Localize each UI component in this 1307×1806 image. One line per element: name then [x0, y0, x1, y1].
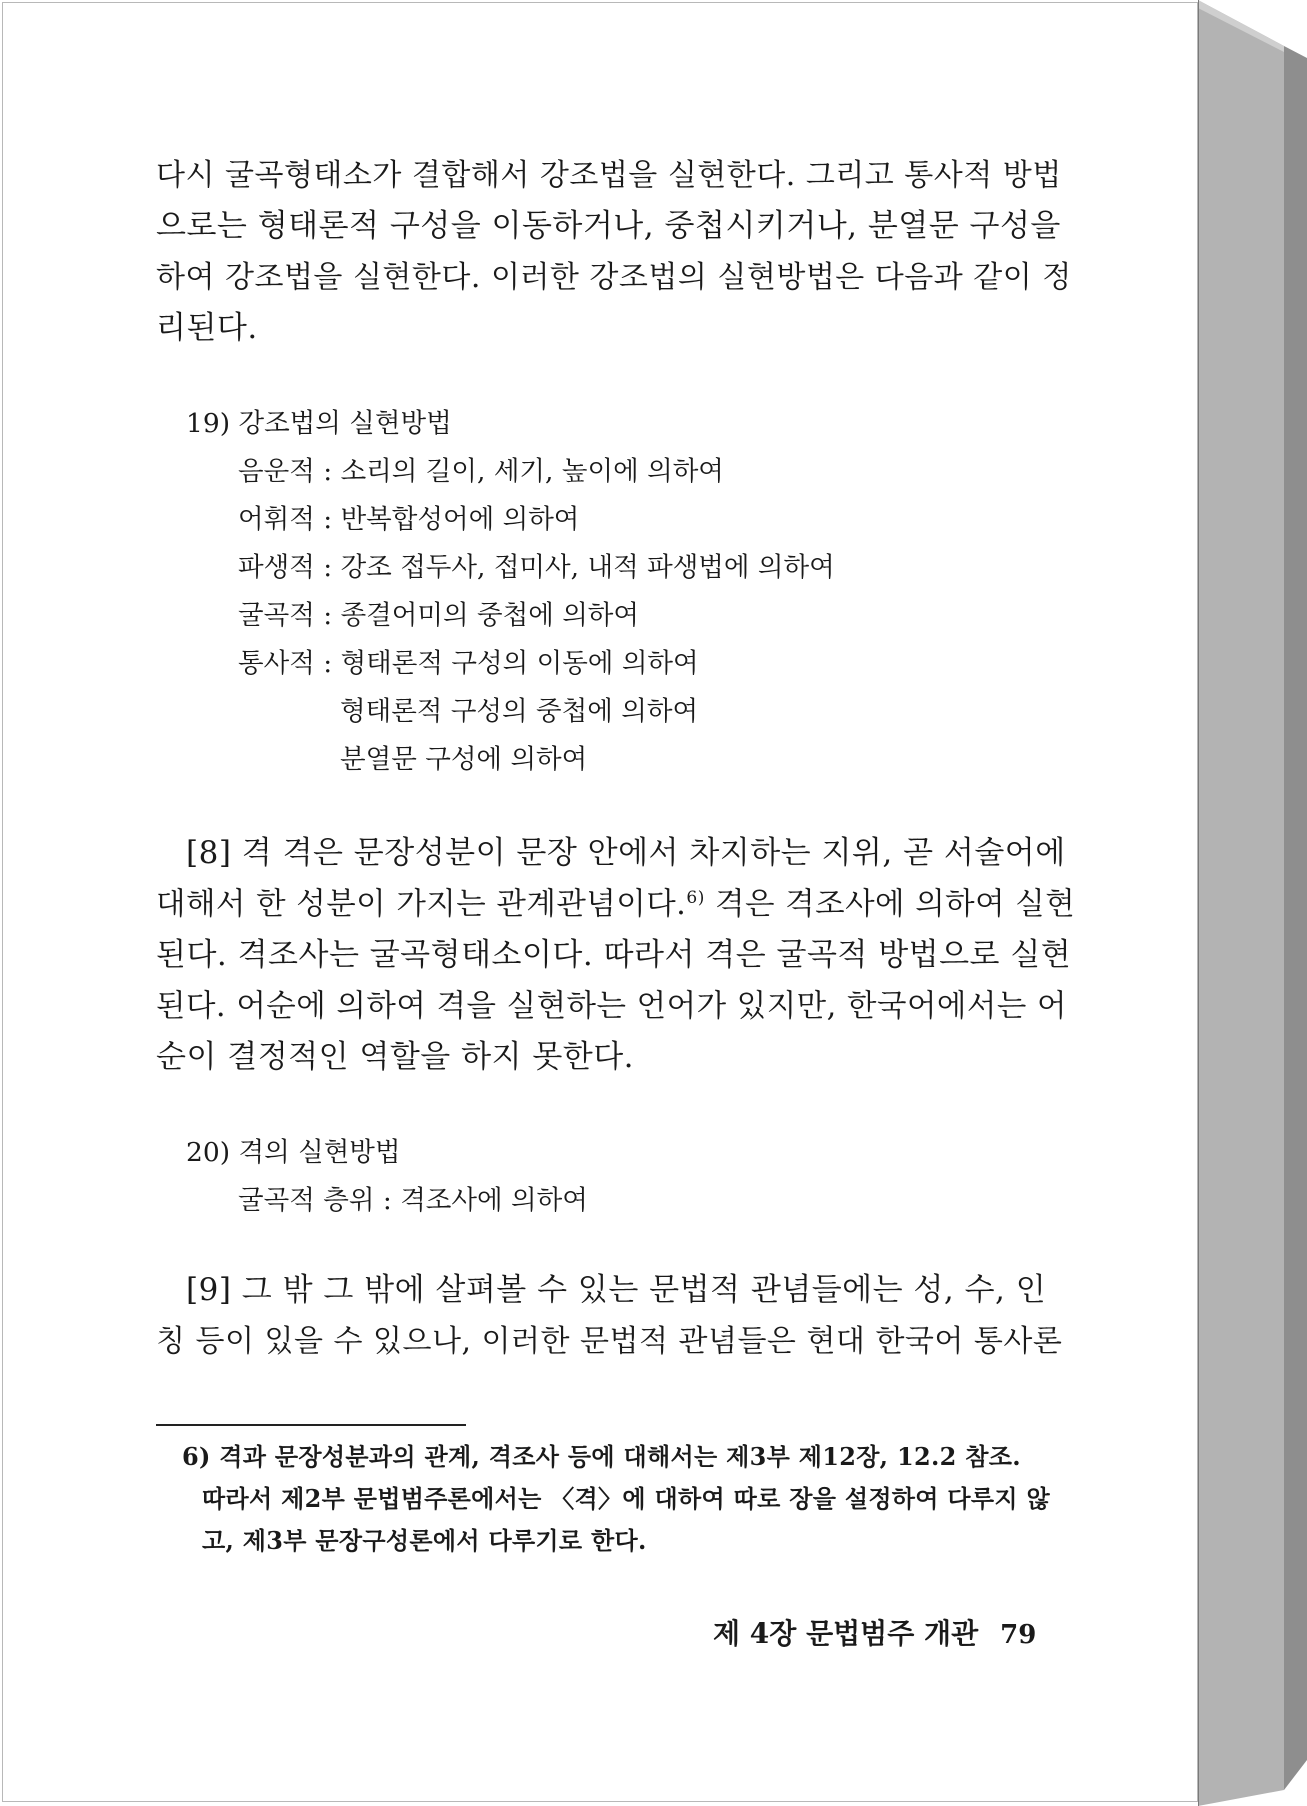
book-spine-shading [1198, 0, 1307, 1806]
example-list-19 [156, 400, 1076, 784]
intro-paragraph [156, 150, 1076, 354]
text-line [156, 1265, 1076, 1316]
running-footer [713, 1612, 1036, 1652]
section-9-first-line: [9] 그 밖 그 밖에 살펴볼 수 있는 문법적 관념들에는 성, 수, 인 [186, 1272, 1047, 1308]
footnote-divider [156, 1424, 466, 1426]
page-number: 79 [1000, 1620, 1037, 1650]
text-segment: 격은 격조사에 의하여 실현 [704, 887, 1076, 922]
text-line [156, 828, 1076, 879]
text-line: 칭 등이 있을 수 있으나, 이러한 문법적 관념들은 현대 한국어 통사론 [156, 1324, 1063, 1359]
chapter-title: 제 4장 문법범주 개관 [713, 1617, 979, 1650]
text-line: 하여 강조법을 실현한다. 이러한 강조법의 실현방법은 다음과 같이 정 [156, 260, 1072, 295]
footnote-line: 고, 제3부 문장구성론에서 다루기로 한다. [202, 1526, 647, 1555]
section-8-first-line: [8] 격 격은 문장성분이 문장 안에서 차지하는 지위, 곧 서술어에 [186, 835, 1066, 871]
text-line: 순이 결정적인 역할을 하지 못한다. [156, 1039, 635, 1075]
list-item: 파생적 : 강조 접두사, 접미사, 내적 파생법에 의하여 [238, 552, 835, 583]
list-title: 19) 강조법의 실현방법 [186, 408, 452, 439]
example-list-20 [156, 1129, 1076, 1225]
list-item: 음운적 : 소리의 길이, 세기, 높이에 의하여 [238, 456, 724, 487]
footnote-reference[interactable]: 6) [686, 887, 705, 908]
text-line [156, 879, 1076, 930]
text-line: 된다. 어순에 의하여 격을 실현하는 언어가 있지만, 한국어에서는 어 [156, 989, 1067, 1024]
footnote-line: 6) 격과 문장성분과의 관계, 격조사 등에 대해서는 제3부 제12장, 12.2 참조. [182, 1442, 1021, 1471]
text-line: 으로는 형태론적 구성을 이동하거나, 중첩시키거나, 분열문 구성을 [156, 208, 1061, 244]
page-body [156, 150, 1076, 1367]
list-item: 굴곡적 층위 : 격조사에 의하여 [238, 1185, 588, 1216]
text-line: 리된다. [156, 310, 258, 346]
text-segment: 대해서 한 성분이 가지는 관계관념이다. [156, 887, 687, 922]
list-item: 어휘적 : 반복합성어에 의하여 [238, 504, 580, 535]
list-title: 20) 격의 실현방법 [186, 1137, 401, 1168]
text-line: 된다. 격조사는 굴곡형태소이다. 따라서 격은 굴곡적 방법으로 실현 [156, 937, 1072, 973]
list-item: 통사적 : 형태론적 구성의 이동에 의하여 [238, 648, 699, 679]
list-item-continuation: 형태론적 구성의 중첩에 의하여 [340, 696, 699, 727]
text-line: 다시 굴곡형태소가 결합해서 강조법을 실현한다. 그리고 통사적 방법 [156, 158, 1062, 193]
footnote-line: 따라서 제2부 문법범주론에서는 〈격〉에 대하여 따로 장을 설정하여 다루지 않 [202, 1484, 1051, 1513]
section-8-paragraph [156, 828, 1076, 1083]
list-item: 굴곡적 : 종결어미의 중첩에 의하여 [238, 600, 640, 631]
section-9-paragraph [156, 1265, 1076, 1367]
footnote-6 [182, 1436, 1082, 1562]
list-item-continuation: 분열문 구성에 의하여 [340, 744, 588, 775]
